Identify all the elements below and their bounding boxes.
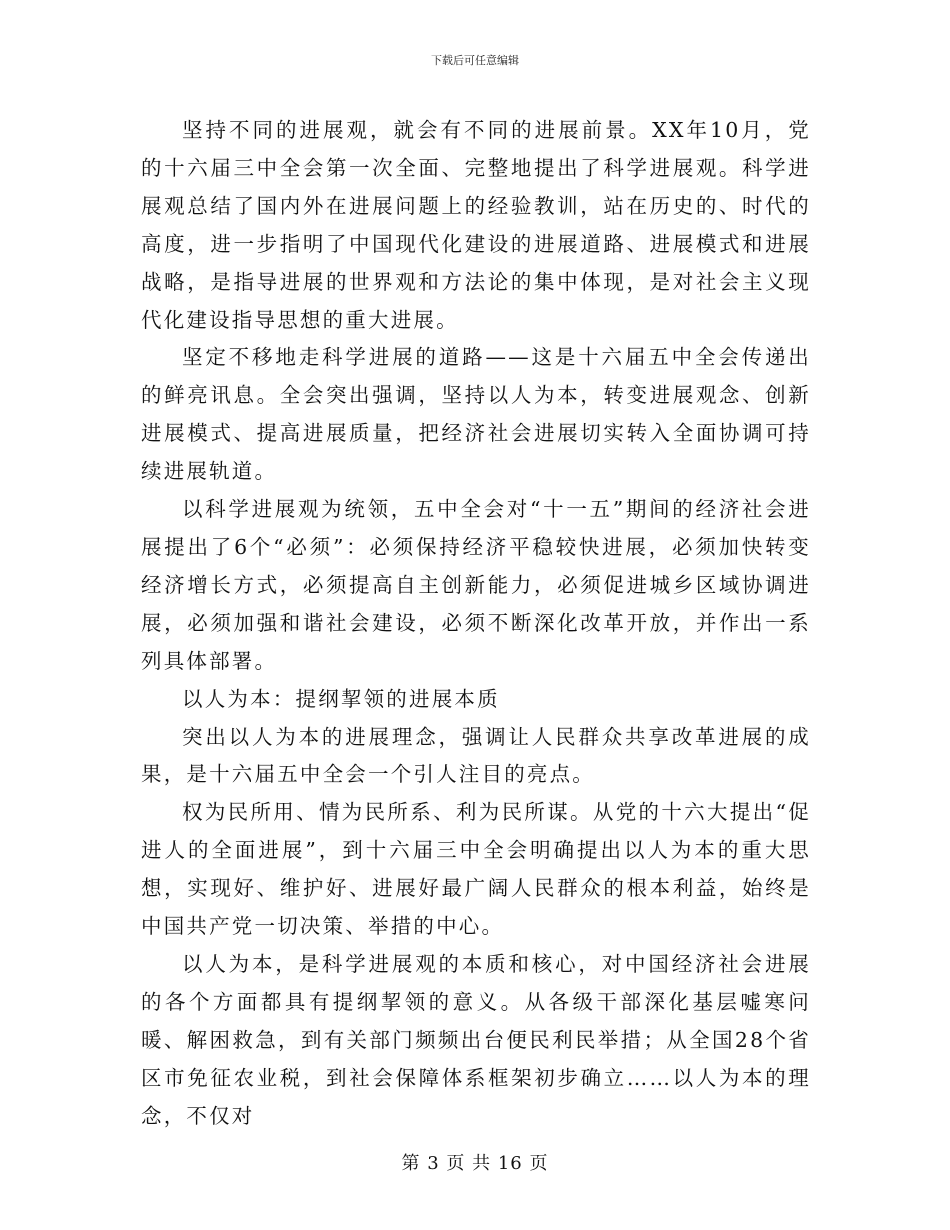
- page-header: 下载后可任意编辑: [431, 54, 519, 67]
- paragraph-4: 突出以人为本的进展理念，强调让人民群众共享改革进展的成果，是十六届五中全会一个引人注目的亮点。: [141, 724, 811, 787]
- paragraph-5: 权为民所用、情为民所系、利为民所谋。从党的十六大提出“促进人的全面进展”，到十六届三中全会明确提出以人为本的重大思想，实现好、维护好、进展好最广阔人民群众的根本利益，始终是中国共产党一切决策、举措的中心。: [141, 800, 811, 939]
- document-body: [141, 112, 811, 1135]
- section-heading: 以人为本：提纲挈领的进展本质: [182, 686, 500, 711]
- paragraph-1: 坚持不同的进展观，就会有不同的进展前景。XX年10月，党的十六届三中全会第一次全面、完整地提出了科学进展观。科学进展观总结了国内外在进展问题上的经验教训，站在历史的、时代的高度，进一步指明了中国现代化建设的进展道路、进展模式和进展战略，是指导进展的世界观和方法论的集中体现，是对社会主义现代化建设指导思想的重大进展。: [141, 118, 811, 332]
- paragraph-6: 以人为本，是科学进展观的本质和核心，对中国经济社会进展的各个方面都具有提纲挈领的意义。从各级干部深化基层嘘寒问暖、解困救急，到有关部门频频出台便民利民举措；从全国28个省区市免征农业税，到社会保障体系框架初步确立……以人为本的理念，不仅对: [141, 951, 811, 1128]
- page-number: 第 3 页 共 16 页: [401, 1153, 549, 1174]
- paragraph-3: 以科学进展观为统领，五中全会对“十一五”期间的经济社会进展提出了6个“必须”：必须保持经济平稳较快进展，必须加快转变经济增长方式，必须提高自主创新能力，必须促进城乡区域协调进展，必须加强和谐社会建设，必须不断深化改革开放，并作出一系列具体部署。: [141, 497, 811, 673]
- paragraph-2: 坚定不移地走科学进展的道路——这是十六届五中全会传递出的鲜亮讯息。全会突出强调，坚持以人为本，转变进展观念、创新进展模式、提高进展质量，把经济社会进展切实转入全面协调可持续进展轨道。: [141, 345, 811, 484]
